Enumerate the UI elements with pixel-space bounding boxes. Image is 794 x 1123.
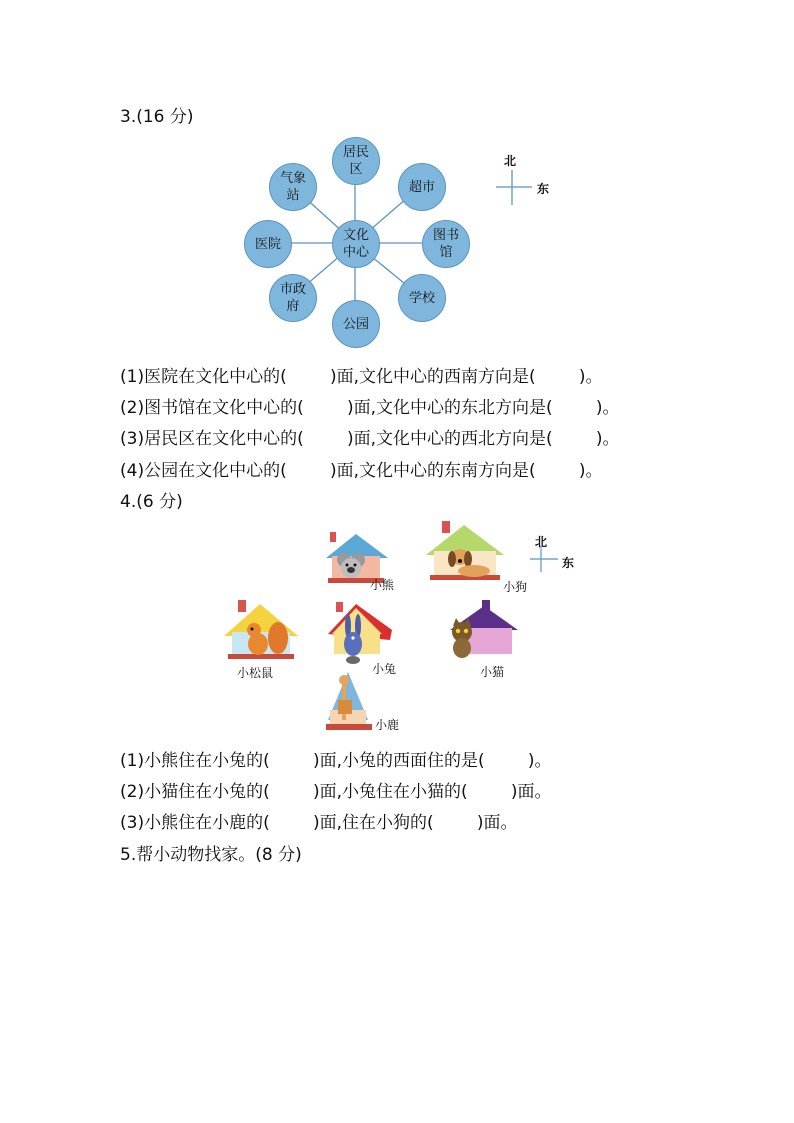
q3-question-3: (3)居民区在文化中心的( )面,文化中心的西北方向是( )。 [120, 429, 620, 449]
dog-house-icon [424, 519, 504, 583]
node-text: 站 [286, 188, 300, 203]
compass-east-label: 东 [562, 556, 575, 570]
node-park [332, 300, 380, 348]
node-school [398, 274, 446, 322]
deer-house-icon [320, 670, 376, 734]
node-text: 府 [286, 299, 300, 314]
node-text: 图书 [432, 228, 459, 243]
node-text: 公园 [342, 316, 369, 332]
label-squirrel: 小松鼠 [237, 666, 274, 680]
compass-north-label: 北 [504, 154, 517, 168]
node-text: 区 [349, 162, 363, 177]
node-city-hall [269, 274, 317, 322]
label-cat: 小猫 [480, 665, 505, 679]
q3-title: 3.(16 分) [120, 107, 194, 127]
node-text: 超市 [408, 179, 435, 195]
cat-house-icon [438, 600, 520, 664]
q3-spokes [0, 0, 794, 400]
q4-question-1: (1)小熊住在小兔的( )面,小兔的西面住的是( )。 [120, 751, 552, 771]
node-residential-area [332, 137, 380, 185]
compass-icon [496, 165, 536, 210]
label-bear: 小熊 [370, 578, 395, 592]
q5-title: 5.帮小动物找家。(8 分) [120, 845, 302, 865]
node-text: 文化 [342, 228, 369, 243]
node-culture-center [332, 220, 380, 268]
q4-question-2: (2)小猫住在小兔的( )面,小兔住在小猫的( )面。 [120, 782, 552, 802]
label-rabbit: 小兔 [372, 662, 397, 676]
q3-question-1: (1)医院在文化中心的( )面,文化中心的西南方向是( )。 [120, 367, 603, 387]
node-text: 居民 [342, 145, 369, 160]
label-dog: 小狗 [503, 580, 528, 594]
q3-question-4: (4)公园在文化中心的( )面,文化中心的东南方向是( )。 [120, 461, 603, 481]
rabbit-house-icon [326, 600, 394, 666]
node-text: 中心 [342, 245, 369, 260]
node-library [422, 220, 470, 268]
node-text: 医院 [254, 236, 281, 252]
compass-north-label: 北 [535, 535, 548, 549]
node-hospital [244, 220, 292, 268]
node-text: 气象 [279, 171, 306, 186]
q4-question-3: (3)小熊住在小鹿的( )面,住在小狗的( )面。 [120, 813, 518, 833]
node-text: 馆 [439, 245, 453, 260]
q4-title: 4.(6 分) [120, 492, 183, 512]
squirrel-house-icon [222, 600, 300, 662]
node-text: 学校 [408, 290, 435, 306]
label-deer: 小鹿 [375, 718, 400, 732]
compass-east-label: 东 [537, 182, 550, 196]
node-weather-station [269, 163, 317, 211]
node-text: 市政 [279, 282, 306, 297]
q3-question-2: (2)图书馆在文化中心的( )面,文化中心的东北方向是( )。 [120, 398, 620, 418]
node-supermarket [398, 163, 446, 211]
